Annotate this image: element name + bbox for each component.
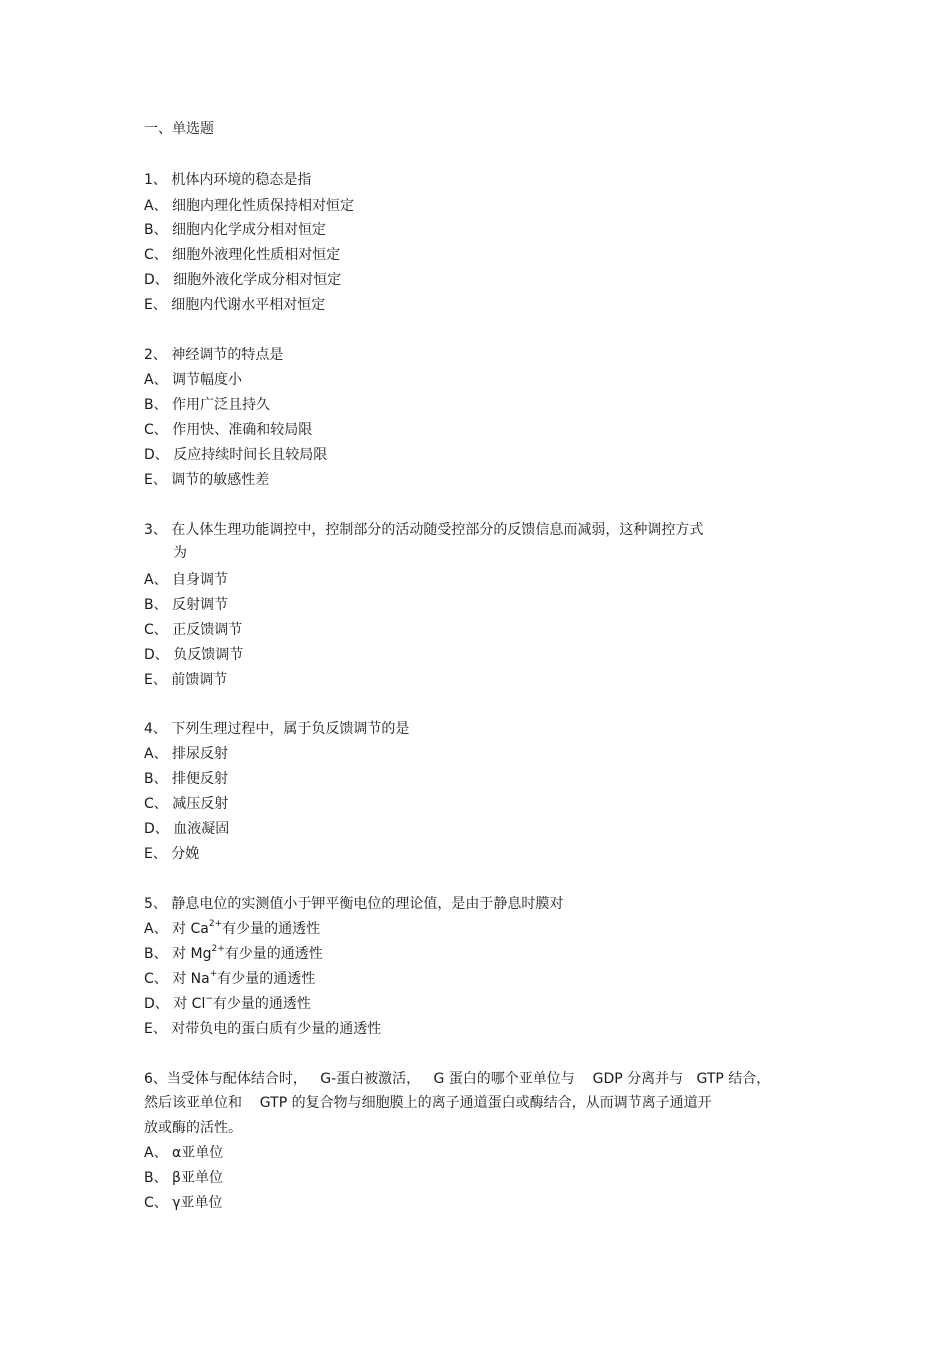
question-1-stem: 1、 机体内环境的稳态是指 [144, 172, 312, 188]
q5-option-a-charge: 2+ [208, 919, 223, 929]
question-4-stem: 4、 下列生理过程中，属于负反馈调节的是 [144, 721, 410, 737]
q1-option-a: A、 细胞内理化性质保持相对恒定 [144, 198, 355, 214]
section-title: 一、单选题 [144, 121, 214, 137]
q2-option-a: A、 调节幅度小 [144, 372, 243, 388]
question-6-stem-line-2: 然后该亚单位和 GTP 的复合物与细胞膜上的离子通道蛋白或酶结合，从而调节离子通道开 [144, 1095, 712, 1111]
q3-option-c: C、 正反馈调节 [144, 622, 243, 638]
q3-option-e: E、 前馈调节 [144, 672, 228, 688]
q1-option-e: E、 细胞内代谢水平相对恒定 [144, 297, 326, 313]
q5-option-b [144, 945, 323, 963]
q5-option-c [144, 970, 315, 988]
q2-option-e: E、 调节的敏感性差 [144, 472, 270, 488]
q5-option-a-suffix: 有少量的通透性 [222, 921, 321, 937]
question-6-stem-line-3: 放或酶的活性。 [144, 1120, 242, 1136]
q2-option-b: B、 作用广泛且持久 [144, 397, 271, 413]
q5-option-c-prefix: C、 对 Na [144, 971, 210, 987]
q5-option-e: E、 对带负电的蛋白质有少量的通透性 [144, 1021, 382, 1037]
question-3-stem: 3、 在人体生理功能调控中，控制部分的活动随受控部分的反馈信息而减弱，这种调控方式 [144, 522, 704, 538]
q3-option-d: D、 负反馈调节 [144, 647, 244, 663]
q3-option-b: B、 反射调节 [144, 597, 229, 613]
q1-option-b: B、 细胞内化学成分相对恒定 [144, 222, 327, 238]
q2-option-d: D、 反应持续时间长且较局限 [144, 447, 328, 463]
q6-option-b: B、 β亚单位 [144, 1170, 223, 1186]
q6-option-c: C、 γ亚单位 [144, 1195, 223, 1211]
q4-option-d: D、 血液凝固 [144, 821, 230, 837]
q5-option-d [144, 995, 311, 1013]
q5-option-d-suffix: 有少量的通透性 [212, 996, 311, 1012]
q1-option-c: C、 细胞外液理化性质相对恒定 [144, 247, 341, 263]
question-2-stem: 2、 神经调节的特点是 [144, 347, 284, 363]
q3-option-a: A、 自身调节 [144, 572, 229, 588]
q5-option-b-prefix: B、 对 Mg [144, 946, 212, 962]
q5-option-d-charge: − [205, 994, 213, 1004]
q5-option-b-charge: 2+ [211, 944, 225, 954]
q6-option-a: A、 α亚单位 [144, 1145, 224, 1161]
q5-option-b-suffix: 有少量的通透性 [224, 946, 323, 962]
q2-option-c: C、 作用快、准确和较局限 [144, 422, 313, 438]
q4-option-a: A、 排尿反射 [144, 746, 229, 762]
q5-option-d-prefix: D、 对 Cl [144, 996, 206, 1012]
q4-option-c: C、 减压反射 [144, 796, 229, 812]
question-5-stem: 5、 静息电位的实测值小于钾平衡电位的理论值，是由于静息时膜对 [144, 896, 564, 912]
q4-option-b: B、 排便反射 [144, 771, 229, 787]
q5-option-c-suffix: 有少量的通透性 [217, 971, 316, 987]
q4-option-e: E、 分娩 [144, 846, 200, 862]
q5-option-c-charge: + [209, 969, 218, 979]
q5-option-a-prefix: A、 对 Ca [144, 921, 209, 937]
q5-option-a [144, 920, 320, 938]
q1-option-d: D、 细胞外液化学成分相对恒定 [144, 272, 342, 288]
question-6-stem-line-1: 6、当受体与配体结合时， G-蛋白被激活， G 蛋白的哪个亚单位与 GDP 分离并与 GTP 结合， [144, 1071, 771, 1087]
question-3-stem-continuation: 为 [173, 545, 187, 561]
